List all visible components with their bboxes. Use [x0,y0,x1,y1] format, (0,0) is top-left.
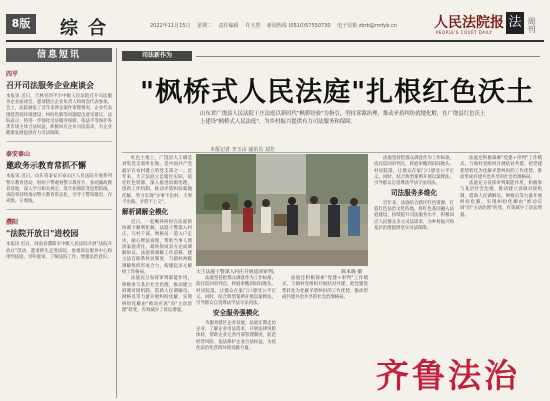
news-hotline: 新闻热线 (0510)57550730 [266,23,331,29]
brief-title: "法院开放日"进校园 [6,228,79,239]
article-column-3 [282,276,368,398]
masthead [0,0,550,44]
article-paragraph: 法庭坚持把群众满意作为工作标准，依托巡回审判点，将庭审搬到田间地头、村居院落，让群众在家门口感受公平正义。同时，结合典型案例开展以案释法，引导群众自觉尊法学法守法用法。 [196,276,276,307]
article-column-1 [122,156,192,398]
article-paragraph: 法庭充分发挥审判职能作用，积极参与基层社会治理，推动建立诉调对接机制，借助人民调解员、网格员等力量开展纠纷化解，实现纠纷化解由"被动应诉"向"主动治理"转变，有效减少了诉讼增量。 [122,276,192,313]
article-byline: 本报记者 李玉山 通讯员 刘芳 [210,147,275,153]
photo-caption [196,268,368,275]
article-lede: 山东省广饶县人民法院丁庄法庭以新时代"枫桥经验"为指引，坚持诉源治理，推动矛盾纠纷就地化解，在广饶县红色沃土上建设"枫桥式人民法庭"，为乡村振兴提供有力司法服务和保障。 [200,111,486,125]
article-paragraph: 近日，一起赡养纠纷在法庭的协调下顺利化解。法庭干警深入村庄，与村干部、网格员一道入户走访，耐心释法说理，帮助当事人理清家庭责任，最终促成双方达成调解协议。法庭将调解工作前移，建立法官联系村居制度，与镇村两级调解组织形成合力，构建起多元解纷工作格局。 [122,219,192,276]
editor-name: 许大慧 [245,23,261,29]
brief-location: 泰安泰山 [6,151,31,159]
brief-item [6,149,112,210]
watermark-logo: 齐鲁法治 [376,356,520,395]
brief-title: 邀政务示教育常抓不懈 [6,160,86,171]
article-photo [196,154,368,266]
news-brief-banner: 信息短讯 [6,48,112,62]
brief-body: 本报讯 近日，河南省濮阳市中级人民法院开展"法院开放日"活动，邀请师生走进法院，参观诉讼服务中心和审判法庭，旁听庭审，了解法院工作，增强法治意识。 [6,242,112,260]
brief-title: 召开司法服务企业座谈会 [6,80,94,90]
article-subhead: 解析调解全模化 [122,208,169,217]
brief-location: 四平 [6,71,19,78]
column-divider [116,48,117,398]
article-column-5 [460,156,542,346]
article-paragraph: 近年来，法庭结合辖区红色资源，打造红色法治文化阵地，将红色基因融入法庭建设，持续提升司法服务水平，积极回应人民群众多元司法需求，为乡村振兴和基层治理提供坚实司法保障。 [374,200,454,231]
article-paragraph: 法庭充分发挥审判职能作用，积极参与基层社会治理，推动建立诉调对接机制，借助人民调解员、网格员等力量开展纠纷化解，实现纠纷化解由"被动应诉"向"主动治理"转变，有效减少了诉讼增量。 [460,181,542,218]
brief-item [6,217,112,261]
brief-divider [6,209,112,210]
issue-weekday: 星期二 [197,23,213,29]
newspaper-subtitle: PEOPLE'S COURT DAILY [436,30,493,35]
issue-date: 2022年11月15日 [150,23,191,29]
page-number: 8版 [6,14,36,34]
photo-caption-text: 大王法庭干警深入村庄开展巡回审判。 [196,270,278,275]
masthead-divider [6,40,544,42]
brief-body: 本报讯 近日，山东省泰安市泰山区人民法院开展系列警示教育活动，组织干警观看警示教育片，参观廉政教育基地，深入学习相关规定，筑牢拒腐防变思想防线。该院将持续推动警示教育常态化，引导干警知敬畏、存戒惧、守底线。 [6,174,112,205]
weekly-label: 周刊 [527,17,536,33]
brief-item [6,69,112,142]
article-paragraph: 法庭坚持把群众满意作为工作标准，依托巡回审判点，将庭审搬到田间地头、村居院落，让群众在家门口感受公平正义。同时，结合典型案例开展以案释法，引导群众自觉尊法学法守法用法。 [374,156,454,187]
news-brief-column [6,48,112,398]
brief-divider [6,141,112,142]
newspaper-logo: 法 [506,12,524,34]
article-kicker: 司法新作为 [122,51,192,61]
brief-body: 本报讯 近日，吉林省四平市中级人民法院召开司法服务企业座谈会，邀请辖区企业负责人和商会代表参加。会上，法院通报了近年来涉企案件审理情况，企业代表围绕营商环境建设、纠纷化解等问题提出意见建议。法院表示，将进一步强化司法服务保障，依法平等保护各类市场主体合法权益，积极回应企业司法需求，为企业健康发展提供有力司法保障。 [6,94,112,137]
article-paragraph: 法庭还积极探索"党建+审判"工作模式，与镇村党组织开展结对共建，把党建优势转化为化解矛盾纠纷的工作优势，推动形成共建共治共享的社会治理格局。 [282,276,368,300]
article-subhead: 司法服务多维化 [390,189,438,198]
article-column-2 [196,276,276,398]
masthead-meta [150,22,397,32]
courtyard-photo-illustration [196,154,368,266]
article-paragraph: 为服务辖区企业发展，法庭定期走访企业，了解企业司法需求，开展法律风险体检，帮助企业完善内部管理制度，防范经营风险，依法保护企业合法权益，为优化法治化营商环境贡献力量。 [196,320,276,351]
email: 电子信箱 zbrb@rmfyb.cn [337,23,397,29]
brief-location: 濮阳 [6,219,19,227]
article-paragraph: 红色土地上，广饶县大王镇是刘集党支部所在地，是中国共产党最早在农村建立的党支部之一。近年来，大王法庭立足辖区实际，依托红色资源，深入推进诉源治理，创新工作机制，推动矛盾纠纷就地化解，努力实现"小事不出村、大事不出镇、矛盾不上交"。 [122,156,192,206]
kicker-divider [196,56,540,57]
section-title: 综合 [60,18,116,39]
article-headline: "枫桥式人民法庭"扎根红色沃土 [140,77,535,108]
editor-label: 责任编辑 [218,23,239,29]
photo-credit: 陈本晓 摄 [341,270,362,275]
newspaper-name: 人民法院报 [434,15,504,31]
article-column-4 [374,156,454,346]
article-paragraph: 法庭还积极探索"党建+审判"工作模式，与镇村党组织开展结对共建，把党建优势转化为化解矛盾纠纷的工作优势，推动形成共建共治共享的社会治理格局。 [460,156,542,180]
article-subhead: 安全服务强模化 [212,309,260,318]
byline-divider [122,152,540,153]
